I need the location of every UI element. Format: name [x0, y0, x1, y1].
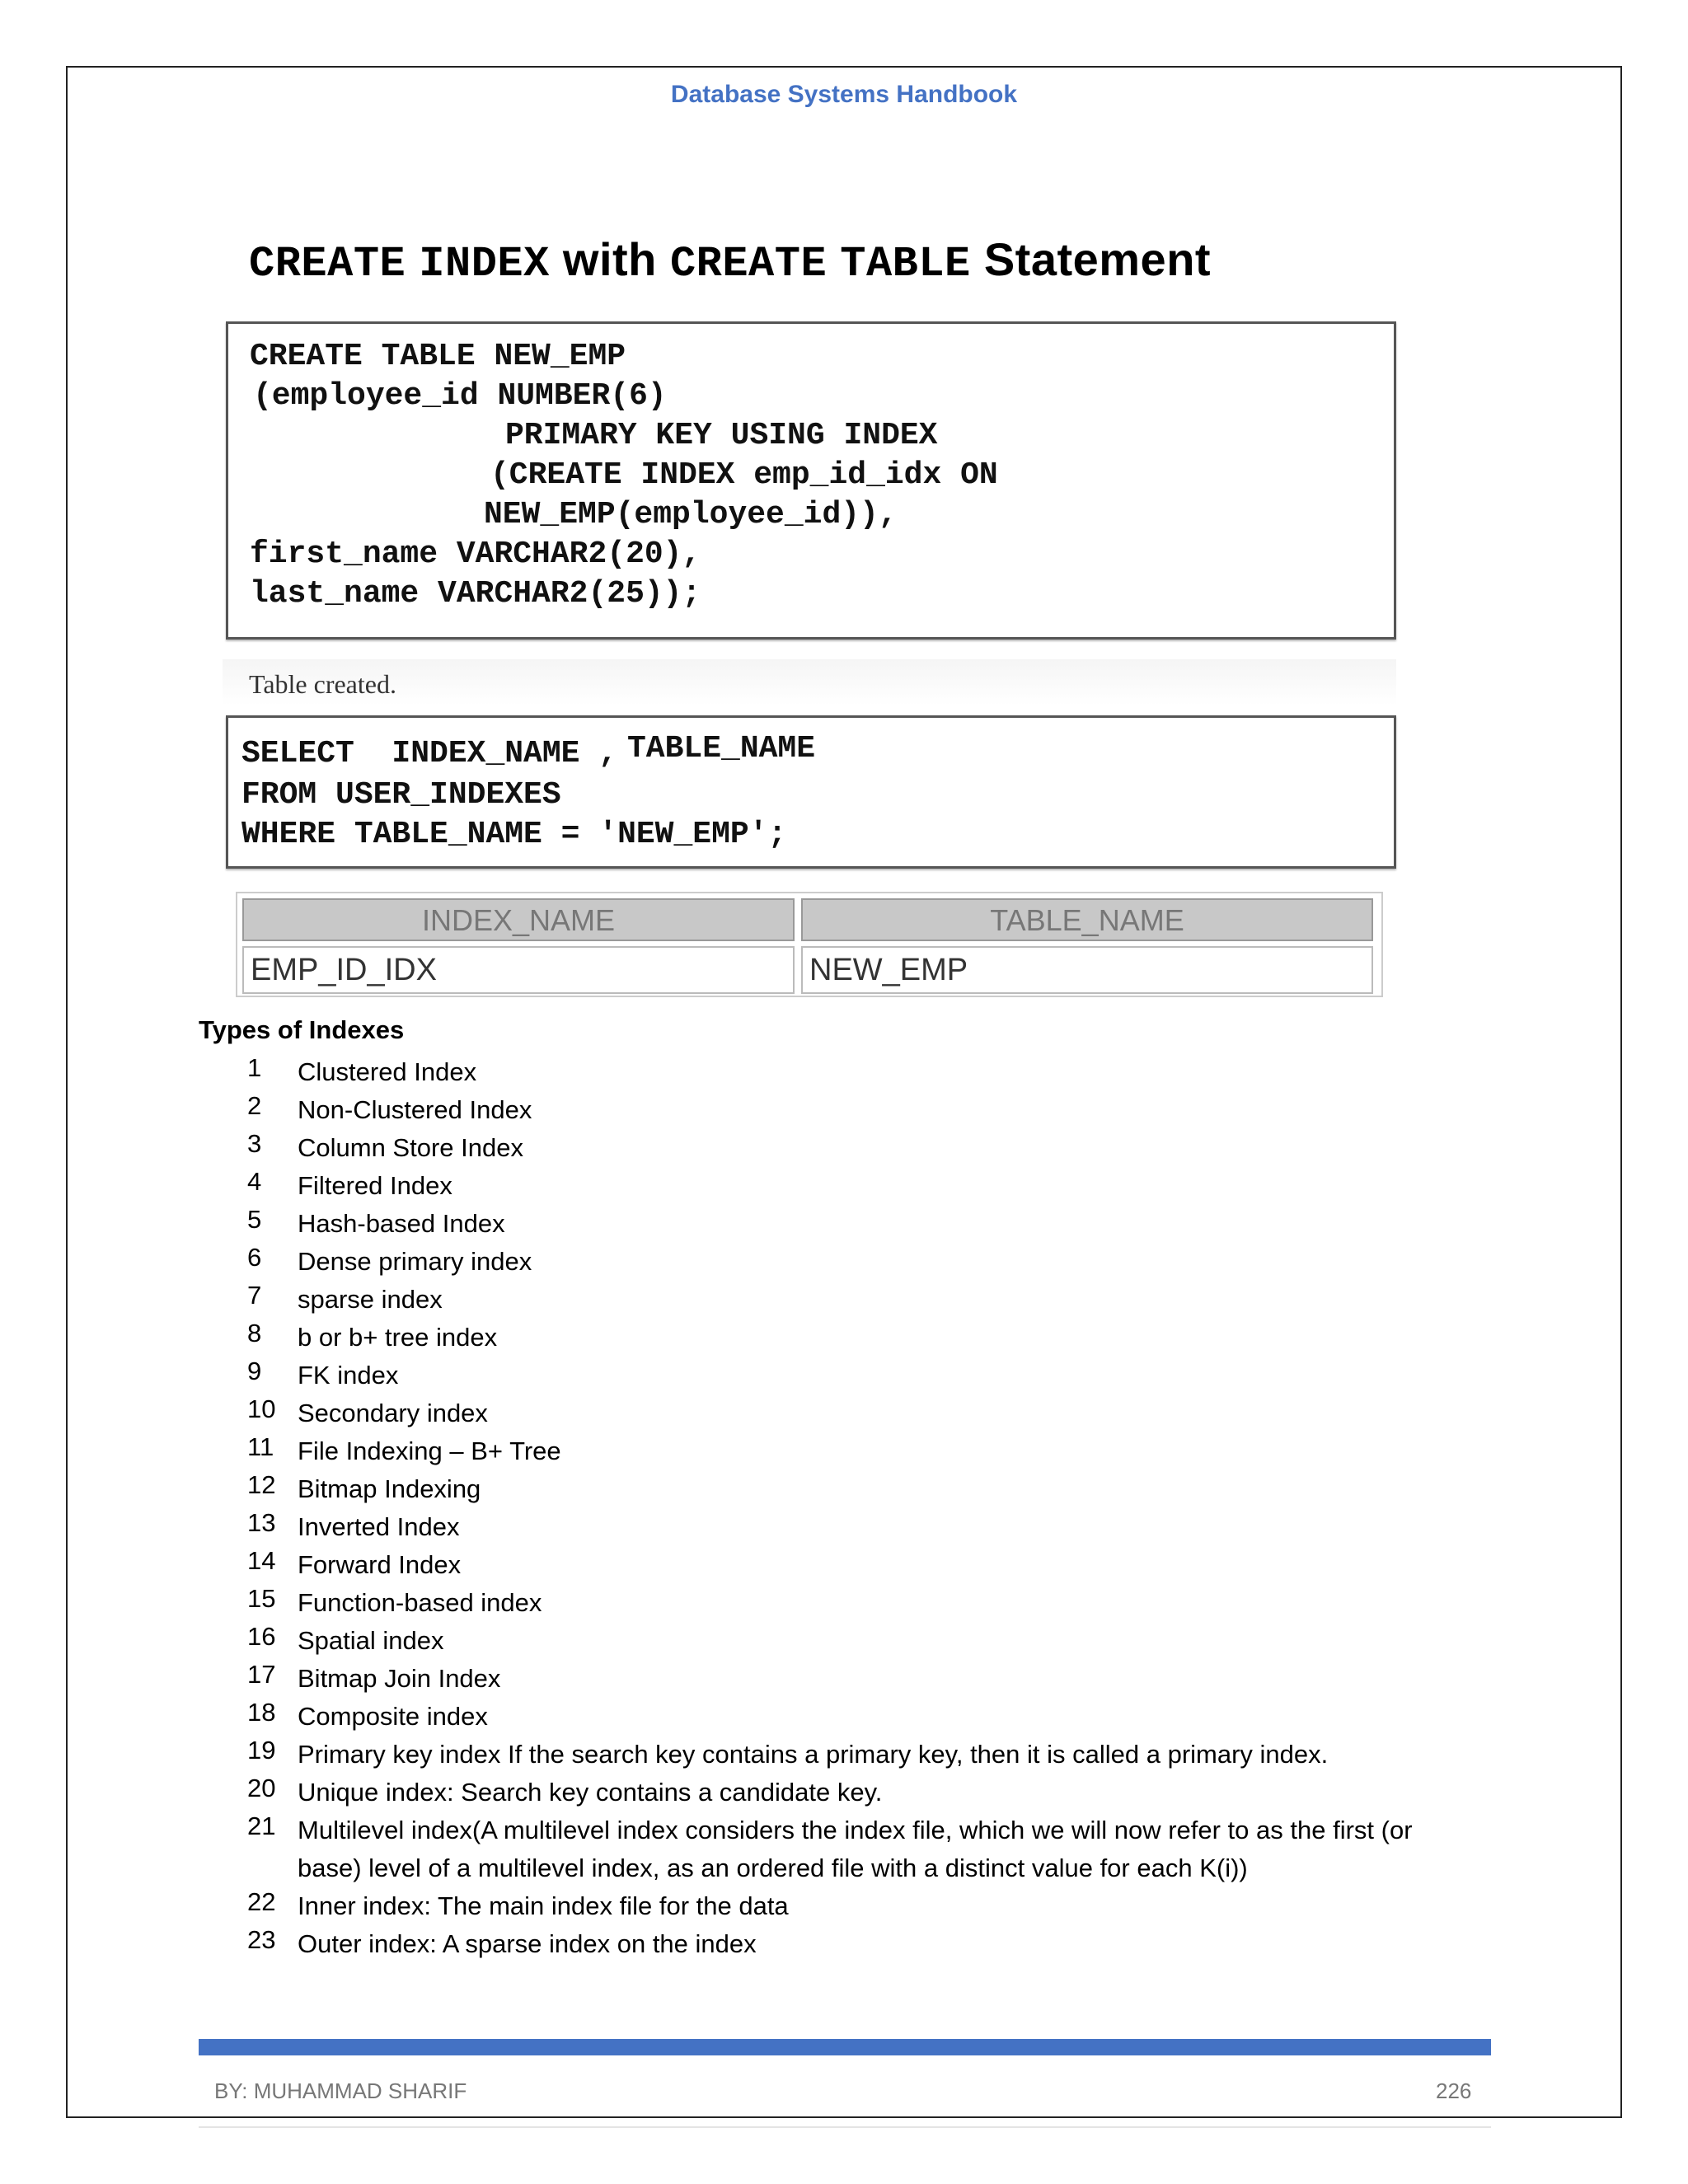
- list-item-text: FK index: [298, 1361, 399, 1390]
- list-item-text: Non-Clustered Index: [298, 1095, 532, 1124]
- title-create-1: CREATE: [249, 240, 406, 288]
- title-statement: Statement: [983, 233, 1212, 285]
- list-item-text: Primary key index If the search key contains a primary key, then it is called a primary index.: [298, 1740, 1329, 1769]
- list-item-text: Dense primary index: [298, 1247, 532, 1276]
- list-item-number: 14: [247, 1546, 276, 1575]
- list-item-text: b or b+ tree index: [298, 1323, 498, 1352]
- page-number: 226: [1436, 2079, 1472, 2103]
- list-item-number: 4: [247, 1167, 262, 1196]
- list-item-number: 8: [247, 1319, 262, 1347]
- list-item-number: 20: [247, 1774, 276, 1802]
- list-item-text: Function-based index: [298, 1588, 542, 1617]
- code-line: last_name VARCHAR2(25));: [250, 576, 701, 612]
- list-item-text: Composite index: [298, 1702, 488, 1731]
- footer-rule: [199, 2126, 1491, 2128]
- code-line: NEW_EMP(employee_id)),: [484, 497, 898, 532]
- query-result-table: [236, 892, 1383, 997]
- title-index: INDEX: [419, 240, 550, 288]
- list-item-number: 12: [247, 1470, 276, 1499]
- table-cell: NEW_EMP: [801, 946, 1373, 994]
- list-item-number: 5: [247, 1205, 262, 1234]
- slide-title: [249, 232, 1211, 288]
- list-item-number: 17: [247, 1660, 276, 1689]
- column-header-table-name: TABLE_NAME: [801, 898, 1373, 941]
- code-line: PRIMARY KEY USING INDEX: [505, 418, 938, 453]
- list-item-number: 1: [247, 1053, 262, 1082]
- list-item-number: 11: [247, 1432, 274, 1461]
- list-item-number: 22: [247, 1887, 276, 1916]
- list-item-text: Clustered Index: [298, 1057, 477, 1086]
- code-line: (employee_id NUMBER(6): [253, 378, 667, 414]
- list-item-number: 18: [247, 1698, 276, 1727]
- result-message: [223, 659, 1396, 705]
- result-message-text: Table created.: [249, 669, 396, 699]
- list-item-text: Hash-based Index: [298, 1209, 505, 1238]
- footer-accent-bar: [199, 2039, 1491, 2055]
- list-item-text: Bitmap Indexing: [298, 1474, 481, 1503]
- list-item-number: 16: [247, 1622, 276, 1651]
- list-item-number: 9: [247, 1357, 262, 1385]
- table-cell: EMP_ID_IDX: [242, 946, 795, 994]
- list-item-number: 13: [247, 1508, 276, 1537]
- list-item-text: Bitmap Join Index: [298, 1664, 501, 1693]
- list-item-text: Filtered Index: [298, 1171, 452, 1200]
- create-table-code-box: [226, 321, 1396, 640]
- list-item-text: Spatial index: [298, 1626, 444, 1655]
- section-heading: Types of Indexes: [199, 1015, 405, 1044]
- list-item-text: Outer index: A sparse index on the index: [298, 1929, 757, 1958]
- code-line: SELECT INDEX_NAME ,: [241, 736, 618, 771]
- list-item-text: File Indexing – B+ Tree: [298, 1436, 561, 1465]
- list-item-text: Unique index: Search key contains a candidate key.: [298, 1778, 883, 1807]
- list-item-number: 3: [247, 1129, 262, 1158]
- running-header: Database Systems Handbook: [670, 81, 1018, 108]
- list-item-text: Multilevel index(A multilevel index considers the index file, which we will now refer to as the first (or base) level of a multilevel index, as an ordered file with a distinct value for each K(i)): [298, 1816, 1413, 1882]
- list-item-text: Forward Index: [298, 1550, 462, 1579]
- list-item-text: Column Store Index: [298, 1133, 523, 1162]
- list-item-number: 10: [247, 1394, 276, 1423]
- code-line: (CREATE INDEX emp_id_idx ON: [490, 457, 998, 493]
- footer-author: BY: MUHAMMAD SHARIF: [214, 2079, 467, 2103]
- code-line: CREATE TABLE NEW_EMP: [250, 339, 626, 374]
- title-create-2: CREATE: [669, 240, 828, 288]
- code-line: first_name VARCHAR2(20),: [250, 537, 701, 572]
- code-line: TABLE_NAME: [627, 731, 816, 766]
- list-item-number: 21: [247, 1811, 276, 1840]
- list-item-number: 15: [247, 1584, 276, 1613]
- list-item-number: 7: [247, 1281, 262, 1310]
- list-item-number: 2: [247, 1091, 262, 1120]
- list-item-text: sparse index: [298, 1285, 443, 1314]
- title-table: TABLE: [840, 240, 971, 288]
- list-item-number: 23: [247, 1925, 276, 1954]
- list-item-number: 19: [247, 1736, 276, 1765]
- select-code-box: [226, 715, 1396, 869]
- code-line: FROM USER_INDEXES: [241, 777, 561, 813]
- list-item-text: Inner index: The main index file for the data: [298, 1891, 789, 1920]
- list-item-text: Secondary index: [298, 1399, 488, 1427]
- column-header-index-name: INDEX_NAME: [242, 898, 795, 941]
- title-with: with: [562, 233, 657, 285]
- list-item-number: 6: [247, 1243, 262, 1272]
- code-line: WHERE TABLE_NAME = 'NEW_EMP';: [241, 817, 787, 852]
- list-item-text: Inverted Index: [298, 1512, 460, 1541]
